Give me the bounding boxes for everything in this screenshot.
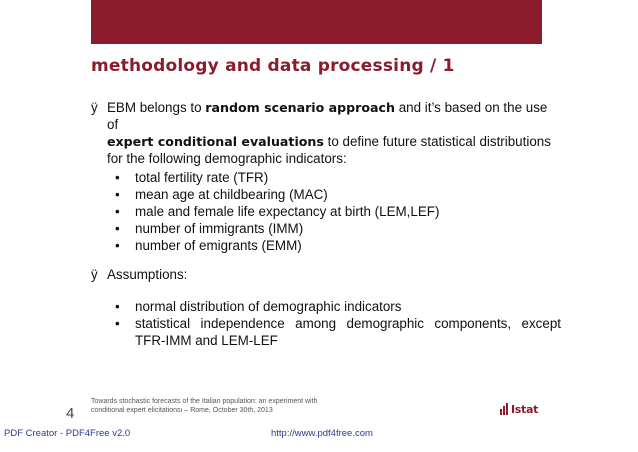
list-item bbox=[115, 237, 439, 254]
bullet-marker: ÿ bbox=[91, 267, 98, 282]
list-item bbox=[115, 315, 561, 349]
bullet-assumptions bbox=[91, 266, 561, 283]
istat-logo bbox=[500, 402, 538, 416]
list-item bbox=[115, 169, 439, 186]
sub-bullet-marker: • bbox=[115, 238, 120, 253]
indicator-lem-lef: male and female life expectancy at birth (LEM,LEF) bbox=[135, 204, 440, 219]
sub-bullet-marker: • bbox=[115, 316, 120, 331]
bullet-ebm-part1: EBM belongs to bbox=[107, 100, 206, 115]
indicator-mac: mean age at childbearing (MAC) bbox=[135, 187, 328, 202]
list-item bbox=[115, 186, 439, 203]
bullet-ebm-text bbox=[107, 99, 561, 167]
page-number: 4 bbox=[66, 405, 75, 422]
sub-bullet-marker: • bbox=[115, 221, 120, 236]
sub-bullet-marker: • bbox=[115, 299, 120, 314]
indicator-imm: number of immigrants (IMM) bbox=[135, 221, 304, 236]
indicator-emm: number of emigrants (EMM) bbox=[135, 238, 302, 253]
emphasis-random-scenario: random scenario approach bbox=[205, 100, 395, 115]
slide-title: methodology and data processing / 1 bbox=[91, 56, 455, 76]
pdf-creator-bar bbox=[0, 424, 638, 444]
istat-logo-icon bbox=[500, 403, 508, 415]
pdf-creator-label: PDF Creator - PDF4Free v2.0 bbox=[4, 428, 131, 439]
bullet-ebm-part2: and it’s based on the use of bbox=[107, 100, 548, 132]
assumption-list bbox=[115, 298, 561, 349]
sub-bullet-marker: • bbox=[115, 204, 120, 219]
pdf-creator-link[interactable]: http://www.pdf4free.com bbox=[271, 428, 373, 439]
footer-line-1: Towards stochastic forecasts of the Italian population: an experiment with bbox=[91, 398, 318, 405]
bullet-assumptions-text: Assumptions: bbox=[107, 267, 188, 282]
bullet-marker: ÿ bbox=[91, 100, 98, 115]
bullet-ebm-part3: to define future statistical distributions for the following demographic indicators: bbox=[107, 134, 551, 166]
assumption-exceptions: TFR-IMM and LEM-LEF bbox=[135, 333, 278, 348]
emphasis-expert-evaluations: expert conditional evaluations bbox=[107, 134, 324, 149]
assumption-normal: normal distribution of demographic indicators bbox=[135, 299, 402, 314]
footer-line-2: conditional expert elicitationsı – Rome, October 30th, 2013 bbox=[91, 407, 273, 414]
list-item bbox=[115, 203, 439, 220]
list-item bbox=[115, 298, 561, 315]
footer-caption bbox=[91, 397, 361, 415]
indicator-list bbox=[115, 169, 439, 254]
sub-bullet-marker: • bbox=[115, 187, 120, 202]
indicator-tfr: total fertility rate (TFR) bbox=[135, 170, 269, 185]
list-item bbox=[115, 220, 439, 237]
istat-logo-text: Istat bbox=[511, 402, 539, 416]
bullet-ebm bbox=[91, 99, 561, 167]
assumption-independence: statistical independence among demographic components, except bbox=[135, 316, 561, 331]
header-bar bbox=[91, 0, 542, 44]
sub-bullet-marker: • bbox=[115, 170, 120, 185]
